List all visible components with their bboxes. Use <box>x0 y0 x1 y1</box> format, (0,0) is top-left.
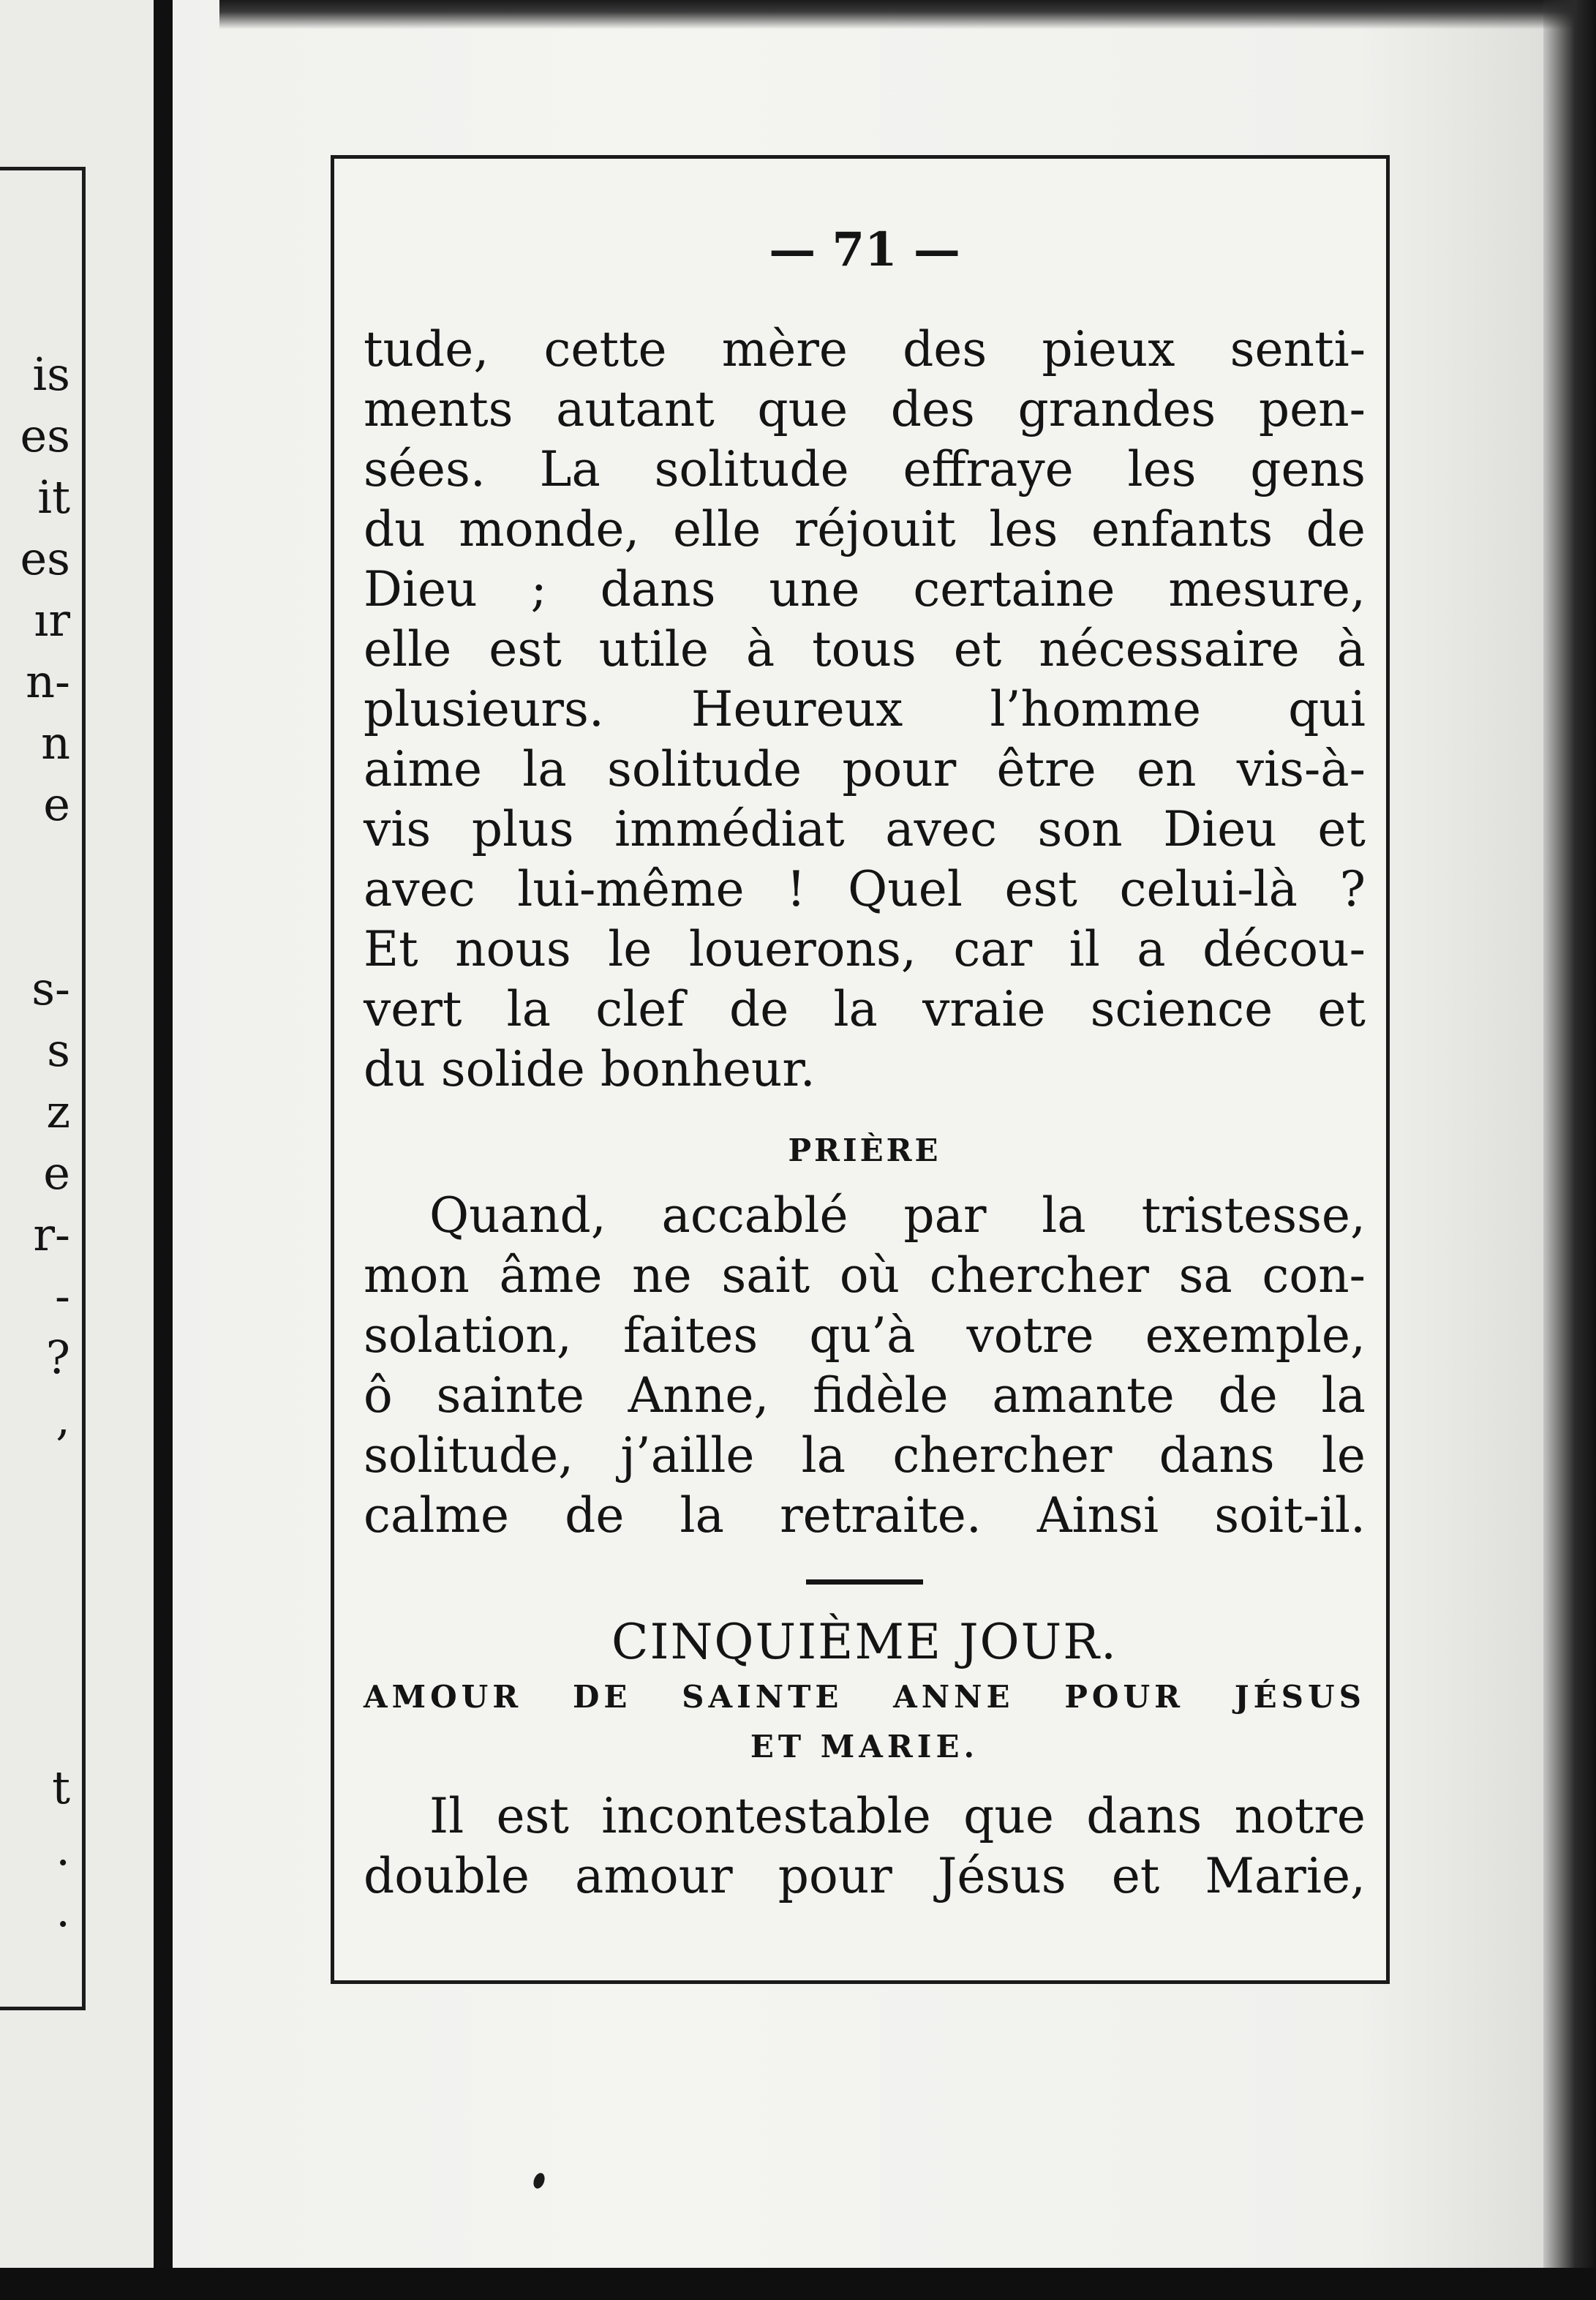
word: et <box>1317 981 1366 1037</box>
left-page-fragment <box>0 1450 70 1511</box>
left-page-text-fragments <box>0 344 70 1942</box>
word: a <box>1137 921 1166 977</box>
prayer-heading: PRIÈRE <box>788 1132 941 1168</box>
word: nécessaire <box>1039 621 1300 677</box>
word: une <box>769 561 860 617</box>
word: le <box>1321 1427 1366 1484</box>
word: Il <box>429 1788 464 1844</box>
word: ! <box>786 861 806 917</box>
word: ? <box>1339 861 1366 917</box>
left-page-fragment: t <box>52 1761 70 1814</box>
word: en <box>1136 741 1197 797</box>
text-line <box>364 320 1366 380</box>
word: qui <box>1288 681 1366 737</box>
word: Anne, <box>628 1367 769 1424</box>
left-page-fragment: . <box>56 1822 70 1876</box>
word: JÉSUS <box>1234 1679 1366 1715</box>
word: les <box>989 501 1058 557</box>
word: que <box>757 381 848 437</box>
text-line <box>364 500 1366 560</box>
word: exemple, <box>1145 1307 1366 1364</box>
left-page-fragment <box>0 1511 70 1573</box>
word: aime <box>364 741 483 797</box>
word: tous <box>812 621 916 677</box>
left-page-fragment: e <box>43 778 70 831</box>
word: Marie, <box>1205 1848 1366 1904</box>
word: ne <box>632 1247 692 1304</box>
word: vis-à- <box>1236 741 1366 797</box>
text-line <box>364 560 1366 620</box>
word: et <box>1111 1848 1160 1904</box>
text-line <box>364 1846 1366 1906</box>
word: effraye <box>903 441 1074 497</box>
word: que <box>963 1788 1054 1844</box>
word: retraite. <box>780 1487 982 1544</box>
left-page-fragment <box>0 1696 70 1757</box>
word: de <box>1306 501 1366 557</box>
word: gens <box>1250 441 1366 497</box>
word: clef <box>595 981 685 1037</box>
page-number: — 71 — <box>769 222 960 277</box>
word: de <box>1218 1367 1278 1424</box>
word: enfants <box>1091 501 1273 557</box>
word: solitude <box>654 441 849 497</box>
word: des <box>903 321 987 377</box>
word: incontestable <box>601 1788 931 1844</box>
text-line <box>364 620 1366 680</box>
word: POUR <box>1064 1679 1185 1715</box>
word: qu’à <box>809 1307 916 1364</box>
word: Ainsi <box>1036 1487 1159 1544</box>
left-page-fragment: s <box>47 1023 70 1077</box>
body-paragraph-2 <box>364 1786 1366 1906</box>
page-content <box>364 217 1366 1906</box>
left-page-fragment <box>0 1634 70 1696</box>
word: car <box>953 921 1033 977</box>
word: j’aille <box>620 1427 755 1484</box>
left-page-fragment: e <box>43 1146 70 1200</box>
word: amante <box>992 1367 1175 1424</box>
word: certaine <box>913 561 1115 617</box>
word: chercher <box>929 1247 1149 1304</box>
word: avec <box>885 801 997 857</box>
word: sainte <box>436 1367 584 1424</box>
word: sées. <box>364 441 486 497</box>
right-scan-edge <box>1543 0 1596 2300</box>
text-line <box>364 920 1366 980</box>
text-line <box>364 380 1366 440</box>
left-page-fragment: es <box>20 409 70 462</box>
left-page-fragment: - <box>55 1269 70 1323</box>
word: la <box>801 1427 846 1484</box>
word: nous <box>455 921 571 977</box>
word: AMOUR <box>364 1679 523 1715</box>
word: la <box>522 741 567 797</box>
word: mesure, <box>1168 561 1366 617</box>
word: plus <box>471 801 574 857</box>
word: dans <box>1159 1427 1275 1484</box>
word: calme <box>364 1487 510 1544</box>
word: est <box>1004 861 1077 917</box>
word: ANNE <box>893 1679 1015 1715</box>
word: l’homme <box>990 681 1202 737</box>
word: immédiat <box>614 801 845 857</box>
word: et <box>1317 801 1366 857</box>
word: sa <box>1178 1247 1232 1304</box>
word: il <box>1069 921 1100 977</box>
word: à <box>1336 621 1366 677</box>
word: avec <box>364 861 475 917</box>
left-page-fragment: s- <box>31 962 70 1015</box>
word: DE <box>572 1679 632 1715</box>
word: Dieu <box>364 561 478 617</box>
bottom-scan-shadow <box>0 2268 1596 2300</box>
text-line <box>364 1672 1366 1722</box>
word: la <box>833 981 878 1037</box>
word: lui-même <box>517 861 745 917</box>
word: chercher <box>892 1427 1113 1484</box>
word: elle <box>364 621 452 677</box>
word: autant <box>556 381 715 437</box>
word: pour <box>778 1848 892 1904</box>
word: tude, <box>364 321 489 377</box>
word: double <box>364 1848 530 1904</box>
word: du solide bonheur. <box>364 1041 816 1097</box>
left-page-fragment: z <box>46 1085 70 1138</box>
left-page-fragment: ? <box>45 1331 70 1384</box>
word: Heureux <box>690 681 903 737</box>
left-page-fragment: r- <box>33 1208 70 1261</box>
word: La <box>539 441 601 497</box>
word: à <box>745 621 775 677</box>
word: réjouit <box>794 501 956 557</box>
word: monde, <box>459 501 640 557</box>
word: Quand, <box>429 1187 606 1244</box>
text-line <box>364 440 1366 500</box>
word: pieux <box>1042 321 1175 377</box>
word: Jésus <box>937 1848 1066 1904</box>
left-page-fragment: it <box>37 470 70 524</box>
text-line <box>364 740 1366 800</box>
word: vraie <box>922 981 1046 1037</box>
word: ments <box>364 381 513 437</box>
word: fidèle <box>813 1367 949 1424</box>
chapter-subtitle-line-2: ET MARIE. <box>750 1729 979 1765</box>
text-line <box>364 1786 1366 1846</box>
chapter-subtitle-line-1 <box>364 1672 1366 1722</box>
word: où <box>839 1247 900 1304</box>
word: décou- <box>1202 921 1366 977</box>
left-page-fragment: n <box>41 716 70 770</box>
left-page-fragment: , <box>56 1392 70 1446</box>
word: SAINTE <box>682 1679 843 1715</box>
body-paragraph-1 <box>364 320 1366 1100</box>
word: dans <box>1086 1788 1202 1844</box>
word: pour <box>842 741 957 797</box>
word: mon <box>364 1247 470 1304</box>
text-line <box>364 1486 1366 1546</box>
word: solitude, <box>364 1427 574 1484</box>
word: notre <box>1234 1788 1366 1844</box>
text-line <box>364 980 1366 1040</box>
word: des <box>890 381 975 437</box>
left-page-fragment <box>0 1573 70 1634</box>
word: Quel <box>848 861 963 917</box>
word: de <box>565 1487 625 1544</box>
word: votre <box>966 1307 1094 1364</box>
word: de <box>729 981 789 1037</box>
left-page-fragment: ır <box>34 593 70 647</box>
word: âme <box>499 1247 603 1304</box>
word: cette <box>543 321 667 377</box>
book-gutter <box>154 0 173 2300</box>
text-line <box>364 1246 1366 1306</box>
word: plusieurs. <box>364 681 604 737</box>
page-frame <box>331 155 1390 1984</box>
text-line <box>364 1366 1366 1426</box>
word: grandes <box>1017 381 1216 437</box>
word: louerons, <box>688 921 916 977</box>
word: est <box>489 621 562 677</box>
word: mère <box>721 321 848 377</box>
text-line <box>364 1306 1366 1366</box>
word: être <box>996 741 1096 797</box>
word: solitude <box>606 741 802 797</box>
word: con- <box>1262 1247 1366 1304</box>
text-line <box>364 1426 1366 1486</box>
word: celui-là <box>1119 861 1298 917</box>
word: est <box>496 1788 569 1844</box>
word: la <box>1321 1367 1366 1424</box>
word: ô <box>364 1367 393 1424</box>
word: Et <box>364 921 418 977</box>
word: et <box>953 621 1002 677</box>
word: science <box>1090 981 1273 1037</box>
text-line <box>364 1040 1366 1100</box>
word: les <box>1127 441 1197 497</box>
word: soit-il. <box>1214 1487 1366 1544</box>
word: la <box>506 981 552 1037</box>
word: accablé <box>661 1187 848 1244</box>
text-line <box>364 800 1366 860</box>
left-page-fragment: is <box>32 347 70 401</box>
word: ; <box>530 561 547 617</box>
word: pen- <box>1258 381 1366 437</box>
text-line <box>364 680 1366 740</box>
word: vis <box>364 801 432 857</box>
word: senti- <box>1230 321 1366 377</box>
word: du <box>364 501 426 557</box>
text-line <box>364 860 1366 920</box>
left-page-fragment <box>0 897 70 958</box>
left-page-fragment: n- <box>26 655 70 708</box>
word: amour <box>574 1848 733 1904</box>
word: son <box>1037 801 1123 857</box>
word: la <box>680 1487 725 1544</box>
prayer-paragraph <box>364 1186 1366 1546</box>
word: le <box>608 921 652 977</box>
left-page-fragment: es <box>20 532 70 585</box>
left-adjacent-page <box>0 0 154 2300</box>
word: solation, <box>364 1307 572 1364</box>
chapter-title: CINQUIÈME JOUR. <box>611 1614 1118 1670</box>
word: la <box>1042 1187 1086 1244</box>
word: dans <box>600 561 716 617</box>
word: tristesse, <box>1141 1187 1366 1244</box>
text-line <box>364 1186 1366 1246</box>
left-page-fragment <box>0 835 70 897</box>
word: sait <box>721 1247 810 1304</box>
top-scan-shadow <box>219 0 1596 29</box>
word: faites <box>622 1307 759 1364</box>
left-page-fragment: . <box>56 1884 70 1937</box>
word: Dieu <box>1163 801 1277 857</box>
word: elle <box>672 501 761 557</box>
word: utile <box>598 621 709 677</box>
word: par <box>903 1187 987 1244</box>
word: vert <box>364 981 462 1037</box>
section-divider-rule <box>806 1579 923 1585</box>
